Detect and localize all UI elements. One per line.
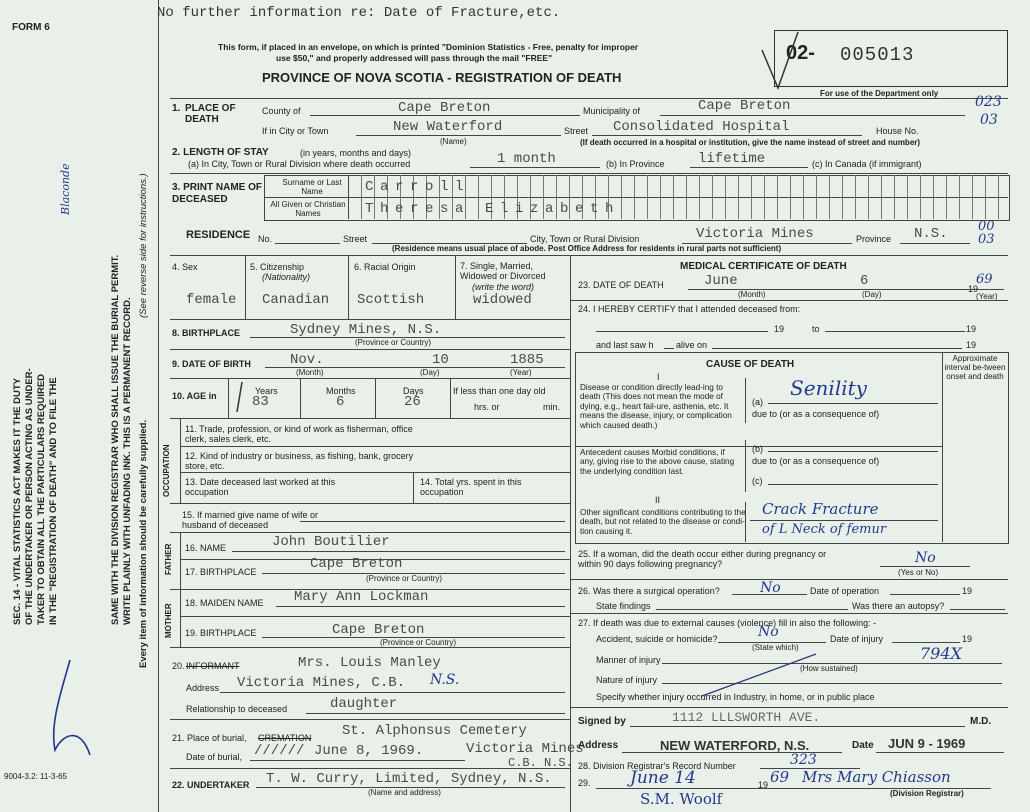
name-grid-cell (946, 175, 960, 219)
informant-address-handwritten: N.S. (430, 672, 460, 688)
street-value: Consolidated Hospital (613, 119, 790, 135)
age-days-label: Days (403, 386, 424, 396)
birthplace-label: 8. BIRTHPLACE (172, 328, 241, 338)
name-grid-cell (647, 175, 661, 219)
other-conditions-hw-2: of L Neck of femur (762, 522, 887, 537)
manner-handwritten: 794X (920, 644, 962, 663)
occupation-f11-label: 11. Trade, profession, or kind of work as fisherman, office clerk, sales clerk, etc. (185, 424, 413, 444)
name-grid-cell (972, 175, 986, 219)
age-years-value: 83 (252, 394, 269, 410)
name-grid-cell (959, 175, 973, 219)
cause-roman-ii: II (655, 495, 661, 505)
place-code-1: 023 (975, 94, 1002, 110)
postage-note-line-2: use $50," and properly addressed will pass through the mail "FREE" (276, 53, 553, 63)
name-grid-cell (725, 175, 739, 219)
dob-month-sublabel: (Month) (296, 368, 324, 377)
date-of-death-label: 23. DATE OF DEATH (578, 280, 664, 290)
side-text-line-1: SEC. 14 - VITAL STATISTICS ACT MAKES IT THE DUTY (12, 377, 23, 625)
check-mark-icon (760, 30, 800, 90)
burial-date-struck: ////// (254, 743, 305, 759)
side-text-line-3: TAKER TO OBTAIN ALL THE PARTICULARS REQUIRED (36, 373, 47, 625)
burial-date-label: Date of burial, (186, 752, 243, 762)
name-grid-cell (855, 175, 869, 219)
postage-note-line-1: This form, if placed in an envelope, on which is printed "Dominion Statistics - Free, penalty for improper (218, 42, 639, 52)
cause-c-label: (c) (752, 476, 763, 486)
municipality-label: Municipality of (583, 106, 641, 116)
antecedent-label: Antecedent causes Morbid conditions, if any, giving rise to the above cause, stating the underlying condition last. (580, 448, 735, 476)
stay-c-label: (c) In Canada (if immigrant) (812, 159, 922, 169)
county-label: County of (262, 106, 301, 116)
form-number: FORM 6 (12, 22, 50, 33)
print-name-label: 3. PRINT NAME OF DECEASED (172, 182, 263, 205)
registration-number: 005013 (840, 44, 915, 66)
citizenship-label: 5. Citizenship (250, 262, 305, 272)
injury-date-label: Date of injury (830, 634, 884, 644)
operation-19: 19 (962, 586, 973, 596)
age-label: 10. AGE in (172, 391, 217, 401)
accident-label: Accident, suicide or homicide? (596, 634, 718, 644)
side-text-line-4: IN THE "REGISTRATION OF DEATH" AND TO FILE THE (48, 377, 59, 625)
age-minutes-label: min. (543, 402, 561, 412)
hospital-note: (If death occurred in a hospital or institution, give the name instead of street and number) (580, 138, 921, 147)
burial-date: June 8, 1969. (314, 743, 424, 759)
name-grid-cell (842, 175, 856, 219)
name-sublabel: (Name) (440, 137, 467, 146)
registration-year: 69 (770, 768, 790, 786)
direct-cause-label: Disease or condition directly lead-ing to death (This does not mean the mode of dying, e.g., heart fail-ure, asthenia, etc. It means the disease, injury, or complication which caused death.) (580, 383, 732, 430)
stay-sublabel: (in years, months and days) (300, 148, 412, 158)
county-value: Cape Breton (398, 100, 491, 116)
name-grid-cell (907, 175, 921, 219)
marital-status-sublabel: (write the word) (472, 282, 535, 292)
relationship-value: daughter (330, 696, 398, 712)
racial-origin-value: Scottish (357, 292, 425, 308)
house-number-label: House No. (876, 126, 919, 136)
name-grid-cell (894, 175, 908, 219)
father-birthplace-sublabel: (Province or Country) (366, 574, 443, 583)
father-birthplace-value: Cape Breton (310, 556, 403, 572)
burial-struck-label: CREMATION (258, 733, 312, 743)
mother-maiden-label: 18. MAIDEN NAME (185, 598, 264, 608)
certify-label: 24. I HEREBY CERTIFY that I attended deceased from: (578, 304, 801, 314)
name-grid-cell (634, 175, 648, 219)
given-names-value: Theresa Elizabeth (365, 201, 621, 217)
residence-label: RESIDENCE (186, 229, 251, 241)
name-grid-cell (686, 175, 700, 219)
registration-date: June 14 (630, 768, 696, 788)
birthplace-sublabel: (Province or Country) (355, 338, 432, 347)
other-conditions-label: Other significant conditions contributing to the death, but not related to the disease or condi-tion causing it. (580, 508, 746, 536)
birthplace-value: Sydney Mines, N.S. (290, 322, 442, 338)
certify-19-c: 19 (966, 340, 977, 350)
dob-year-sublabel: (Year) (510, 368, 532, 377)
side-handwritten-note: Blaconde (59, 163, 72, 215)
residence-code: 00 03 (978, 219, 995, 247)
department-use-note: For use of the Department only (820, 89, 939, 98)
name-grid-cell (751, 175, 765, 219)
signed-by-label: Signed by (578, 716, 626, 727)
cause-a-label: (a) (752, 397, 763, 407)
age-months-value: 6 (336, 394, 345, 410)
stay-b-value: lifetime (698, 151, 766, 167)
dob-day-sublabel: (Day) (420, 368, 440, 377)
date-of-death-year: 69 (976, 272, 993, 287)
undertaker-value: T. W. Curry, Limited, Sydney, N.S. (266, 771, 552, 787)
cause-a-value: Senility (790, 376, 867, 400)
sex-value: female (186, 292, 237, 308)
pregnancy-label: 25. If a woman, did the death occur either during pregnancy or within 90 days following pregnancy? (578, 549, 827, 569)
nature-label: Nature of injury (596, 675, 658, 685)
informant-label-struck: INFORMANT (186, 661, 240, 671)
side-text-line-8: (See reverse side for instructions.) (138, 173, 149, 318)
stay-a-value: 1 month (497, 151, 556, 167)
occupation-side-label: OCCUPATION (162, 444, 171, 497)
name-grid-cell (881, 175, 895, 219)
side-text-line-5: SAME WITH THE DIVISION REGISTRAR WHO SHALL ISSUE THE BURIAL PERMIT. (110, 254, 121, 625)
signed-date-label: Date (852, 740, 874, 751)
place-code-2: 03 (980, 112, 998, 128)
name-grid-cell (933, 175, 947, 219)
manner-label: Manner of injury (596, 655, 661, 665)
name-grid-cell (920, 175, 934, 219)
burial-location: Victoria Mines (466, 741, 584, 757)
occupation-f12-label: 12. Kind of industry or business, as fishing, bank, grocery store, etc. (185, 451, 414, 471)
relationship-label: Relationship to deceased (186, 704, 288, 714)
mother-maiden-value: Mary Ann Lockman (294, 589, 429, 605)
approx-interval-label: Approximate interval be-tween onset and death (944, 354, 1006, 381)
dob-label: 9. DATE OF BIRTH (172, 359, 251, 369)
residence-city-label: City, Town or Rural Division (530, 234, 640, 244)
date-of-death-day: 6 (860, 273, 869, 289)
name-grid-cell (868, 175, 882, 219)
due-to-label-a: due to (or as a consequence of) (752, 409, 880, 419)
certify-19-b: 19 (966, 324, 977, 334)
side-text-line-6: WRITE PLAINLY WITH UNFADING INK. THIS IS A PERMANENT RECORD. (122, 297, 133, 625)
operation-date-label: Date of operation (810, 586, 880, 596)
name-grid-cell (816, 175, 830, 219)
accident-value: No (758, 624, 779, 640)
surgery-label: 26. Was there a surgical operation? (578, 586, 720, 596)
signed-date: JUN 9 - 1969 (888, 736, 966, 751)
autopsy-label: Was there an autopsy? (852, 601, 945, 611)
burial-label: 21. Place of burial, (172, 733, 247, 743)
age-months-label: Months (326, 386, 356, 396)
bottom-handwritten-name: S.M. Woolf (640, 790, 723, 808)
given-names-label: All Given or Christian Names (270, 200, 346, 218)
division-registrar-signature: Mrs Mary Chiasson (802, 768, 951, 786)
alive-on-label: alive on (676, 340, 708, 350)
informant-name: Mrs. Louis Manley (298, 655, 441, 671)
residence-street-label: Street (343, 234, 368, 244)
street-label: Street (564, 126, 589, 136)
residence-province-value: N.S. (914, 226, 948, 242)
death-month-sublabel: (Month) (738, 290, 766, 299)
name-grid-cell (738, 175, 752, 219)
informant-address: Victoria Mines, C.B. (237, 675, 406, 691)
residence-province-label: Province (856, 234, 892, 244)
stay-label: 2. LENGTH OF STAY (172, 147, 269, 158)
mother-birthplace-value: Cape Breton (332, 622, 425, 638)
certify-to-label: to (812, 324, 820, 334)
name-grid-cell (699, 175, 713, 219)
informant-address-label: Address (186, 683, 220, 693)
cause-roman-i: I (657, 372, 660, 382)
mother-birthplace-sublabel: (Province or Country) (380, 638, 457, 647)
racial-origin-label: 6. Racial Origin (354, 262, 416, 272)
age-less-than-day-label: If less than one day old (453, 386, 546, 396)
mother-side-label: MOTHER (164, 603, 173, 638)
citizenship-sublabel: (Nationality) (262, 272, 311, 282)
stay-a-label: (a) In City, Town or Rural Division where death occurred (188, 159, 411, 169)
signed-address-label: Address (578, 740, 619, 751)
name-grid-cell (829, 175, 843, 219)
certify-19-a: 19 (774, 324, 785, 334)
undertaker-sublabel: (Name and address) (368, 788, 441, 797)
occupation-f13-label: 13. Date deceased last worked at this occupation (185, 477, 336, 497)
md-label: M.D. (970, 716, 992, 727)
undertaker-label: 22. UNDERTAKER (172, 780, 250, 790)
date-of-death-century: 19 (968, 284, 979, 294)
name-grid-cell (803, 175, 817, 219)
date-of-death-month: June (704, 273, 738, 289)
death-day-sublabel: (Day) (862, 290, 882, 299)
how-sustained-sublabel: (How sustained) (800, 664, 858, 673)
last-saw-label: and last saw h (596, 340, 654, 350)
top-typed-note: No further information re: Date of Fracture,etc. (157, 5, 561, 21)
registration-date-number: 29. (578, 778, 591, 788)
injury-19: 19 (962, 634, 973, 644)
name-grid-cell (985, 175, 999, 219)
name-grid-cell (712, 175, 726, 219)
pregnancy-value: No (915, 550, 936, 566)
signed-address: NEW WATERFORD, N.S. (660, 738, 810, 753)
burial-location-2: C.B. N.S. (508, 756, 573, 770)
medical-certificate-title: MEDICAL CERTIFICATE OF DEATH (680, 261, 847, 272)
cause-b-label: (b) (752, 444, 763, 454)
sex-label: 4. Sex (172, 262, 198, 272)
stay-b-label: (b) In Province (606, 159, 665, 169)
father-name-value: John Boutilier (272, 534, 390, 550)
residence-no-label: No. (258, 234, 273, 244)
father-name-label: 16. NAME (185, 543, 227, 553)
burial-place: St. Alphonsus Cemetery (342, 723, 527, 739)
place-number: 1. (172, 103, 181, 114)
age-check-mark-icon (234, 380, 254, 414)
name-grid-cell (777, 175, 791, 219)
age-days-value: 26 (404, 394, 421, 410)
occupation-f14-label: 14. Total yrs. spent in this occupation (420, 477, 522, 497)
marital-status-label: 7. Single, Married, Widowed or Divorced (460, 261, 546, 281)
mother-birthplace-label: 19. BIRTHPLACE (185, 628, 257, 638)
name-grid-cell (660, 175, 674, 219)
informant-number: 20. (172, 661, 185, 671)
municipality-value: Cape Breton (698, 98, 791, 114)
print-code: 9004-3.2: 11-3-65 (4, 772, 68, 781)
residence-city-value: Victoria Mines (696, 226, 814, 242)
name-grid-cell (764, 175, 778, 219)
citizenship-value: Canadian (262, 292, 330, 308)
city-label: If in City or Town (262, 126, 329, 136)
side-text-line-2: OF THE UNDERTAKER OR PERSON ACTING AS UNDER- (24, 368, 35, 625)
division-registrar-sublabel: (Division Registrar) (890, 789, 964, 798)
external-causes-label: 27. If death was due to external causes (violence) fill in also the following: - (578, 618, 877, 628)
side-text-line-7: Every item of information should be carefully supplied. (138, 419, 149, 668)
death-year-sublabel: (Year) (976, 292, 998, 301)
pregnancy-sublabel: (Yes or No) (898, 568, 939, 577)
name-grid-cell (673, 175, 687, 219)
state-which-sublabel: (State which) (752, 643, 799, 652)
cause-title: CAUSE OF DEATH (706, 359, 795, 370)
diagonal-stroke-icon (700, 650, 820, 700)
form-title: PROVINCE OF NOVA SCOTIA - REGISTRATION OF DEATH (262, 70, 622, 85)
registration-prefix: 02- (786, 42, 815, 64)
handwritten-scribble-icon (40, 655, 100, 765)
registration-19: 19 (758, 780, 769, 790)
dob-day: 10 (432, 352, 449, 368)
age-hours-label: hrs. or (474, 402, 500, 412)
name-grid-cell (621, 175, 635, 219)
marital-status-value: widowed (473, 292, 532, 308)
where-label: Specify whether injury occurred in Industry, in home, or in public place (596, 692, 875, 702)
left-margin-rule (158, 0, 159, 812)
registrar-record-value: 323 (790, 752, 817, 768)
spouse-label: 15. If married give name of wife or husband of deceased (182, 510, 319, 530)
state-findings-label: State findings (596, 601, 651, 611)
father-birthplace-label: 17. BIRTHPLACE (185, 567, 257, 577)
surname-value: Carroll (365, 179, 471, 195)
surgery-value: No (760, 580, 781, 596)
age-years-label: Years (255, 386, 278, 396)
dob-month: Nov. (290, 352, 324, 368)
father-side-label: FATHER (164, 543, 173, 575)
name-grid-cell (790, 175, 804, 219)
other-conditions-hw-1: Crack Fracture (762, 500, 879, 518)
residence-note: (Residence means usual place of abode. Post Office Address for residents in rural parts not sufficient) (392, 244, 782, 253)
place-label: PLACE OF DEATH (185, 103, 236, 125)
signed-stamp: 1112 LLLSWORTH AVE. (672, 710, 821, 725)
due-to-label-b: due to (or as a consequence of) (752, 456, 880, 466)
city-value: New Waterford (393, 119, 503, 135)
surname-label: Surname or Last Name (282, 178, 342, 196)
name-grid-cell (998, 175, 1012, 219)
registrar-record-label: 28. Division Registrar's Record Number (578, 761, 736, 771)
dob-year: 1885 (510, 352, 544, 368)
